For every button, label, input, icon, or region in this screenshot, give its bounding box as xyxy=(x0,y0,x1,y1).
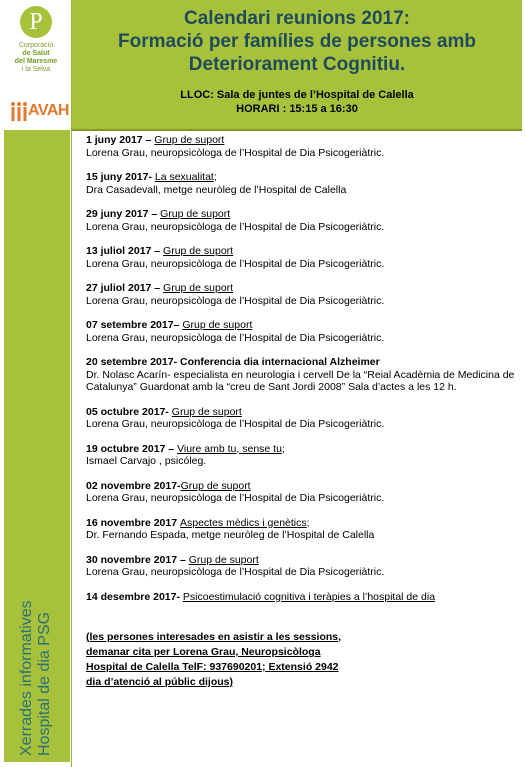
event-item xyxy=(86,319,516,344)
event-date: 14 desembre 2017- xyxy=(86,590,183,603)
event-item xyxy=(86,406,516,431)
event-item xyxy=(86,356,516,394)
event-item xyxy=(86,282,516,307)
event-title: Conferencia dia internacional Alzheimer xyxy=(179,356,380,368)
event-title: Grup de suport xyxy=(188,553,259,566)
location-text: LLOC: Sala de juntes de l’Hospital de Calella HORARI : 15:15 a 16:30 xyxy=(180,89,414,115)
sidebar-vertical-caption: Xerrades informatives Hospital de dia PSG xyxy=(18,600,53,756)
event-item xyxy=(86,517,516,542)
event-speaker: Lorena Grau, neuropsicòloga de l’Hospital de Dia Psicogeriàtric. xyxy=(86,220,385,233)
event-speaker: Lorena Grau, neuropsicòloga de l’Hospital de Dia Psicogeriàtric. xyxy=(86,566,385,578)
event-list xyxy=(86,134,516,615)
event-title: Viure amb tu, sense tu xyxy=(177,442,282,455)
event-title-suffix: ; xyxy=(306,516,310,529)
event-title-suffix: ; xyxy=(213,171,217,183)
event-item xyxy=(86,208,516,233)
event-speaker: Lorena Grau, neuropsicòloga de l’Hospital de Dia Psicogeriàtric. xyxy=(86,257,385,270)
event-speaker: Lorena Grau, neuropsicòloga de l’Hospital de Dia Psicogeriàtric. xyxy=(86,418,385,430)
event-item xyxy=(86,171,516,196)
corporacio-logo xyxy=(10,6,69,126)
event-date: 19 octubre 2017 – xyxy=(86,442,178,455)
event-title: Grup de suport xyxy=(154,134,225,146)
event-title: Grup de suport xyxy=(171,405,242,418)
event-title: Grup de suport xyxy=(182,319,253,331)
event-speaker: Dr. Nolasc Acarín- especialista en neurologia i cervell De la “Reial Acadèmia de Medicina de Catalunya” Guardonat amb la “creu de Sant Jordi 2008” Sala d’actes a les 12 h. xyxy=(86,368,515,393)
avah-logo xyxy=(10,98,70,124)
event-item xyxy=(86,245,516,270)
event-item xyxy=(86,591,516,604)
event-date: 29 juny 2017 – xyxy=(86,208,161,220)
event-title: Grup de suport xyxy=(163,245,234,257)
event-date: 27 juliol 2017 – xyxy=(86,282,164,294)
page-subtitle-line1: Formació per famílies de persones amb xyxy=(118,31,476,52)
event-speaker: Dra Casadevall, metge neuròleg de l’Hospital de Calella xyxy=(86,183,347,196)
event-title: Grup de suport xyxy=(180,479,251,492)
event-date: 02 novembre 2017- xyxy=(86,479,181,492)
event-date: 20 setembre 2017- xyxy=(86,356,180,368)
event-date: 1 juny 2017 – xyxy=(86,134,155,146)
event-date: 16 novembre 2017 xyxy=(86,516,180,529)
event-item xyxy=(86,443,516,468)
event-title: Grup de suport xyxy=(160,208,231,220)
contact-note: (les persones interesades en asistir a les sessions, demanar cita per Lorena Grau, Neuropsicòloga Hospital de Calella TelF: 937690201; Extensió 2942 dia d’atenció al públic dijous) xyxy=(86,631,342,688)
event-title: Aspectes mèdics i genètics xyxy=(179,516,307,529)
event-item xyxy=(86,554,516,579)
event-title-suffix: ; xyxy=(281,442,285,455)
event-item xyxy=(86,134,516,159)
sidebar xyxy=(0,0,72,767)
event-speaker: Lorena Grau, neuropsicòloga de l’Hospital de Dia Psicogeriàtric. xyxy=(86,331,385,344)
event-title: Grup de suport xyxy=(163,282,234,294)
event-date: 30 novembre 2017 – xyxy=(86,553,189,566)
event-date: 07 setembre 2017– xyxy=(86,319,183,331)
logo-org-text: Corporació de Salut del Maresme i la Selva xyxy=(14,42,58,73)
event-date: 13 juliol 2017 – xyxy=(86,245,164,257)
page-subtitle-line2: Deteriorament Cognitiu. xyxy=(188,54,406,75)
event-speaker: Lorena Grau, neuropsicòloga de l’Hospital de Dia Psicogeriàtric. xyxy=(86,146,385,159)
event-date: 05 octubre 2017- xyxy=(86,405,172,418)
people-icon xyxy=(10,100,28,124)
event-title: La sexualitat xyxy=(154,171,214,183)
header-banner xyxy=(72,0,522,131)
event-date: 15 juny 2017- xyxy=(86,171,155,183)
event-speaker: Ismael Carvajo , psicóleg. xyxy=(86,455,207,467)
avah-wordmark: AVAH xyxy=(28,102,69,119)
page-title: Calendari reunions 2017: xyxy=(184,8,410,29)
event-speaker: Lorena Grau, neuropsicòloga de l’Hospital de Dia Psicogeriàtric. xyxy=(86,492,385,504)
event-item xyxy=(86,480,516,505)
event-speaker: Lorena Grau, neuropsicòloga de l’Hospital de Dia Psicogeriàtric. xyxy=(86,294,385,307)
event-title: Psicoestimulació cognitiva i teràpies a l’hospital de dia xyxy=(182,590,436,603)
event-speaker: Dr. Fernando Espada, metge neuròleg de l’Hospital de Calella xyxy=(86,529,375,541)
logo-p-icon: P xyxy=(20,6,52,38)
